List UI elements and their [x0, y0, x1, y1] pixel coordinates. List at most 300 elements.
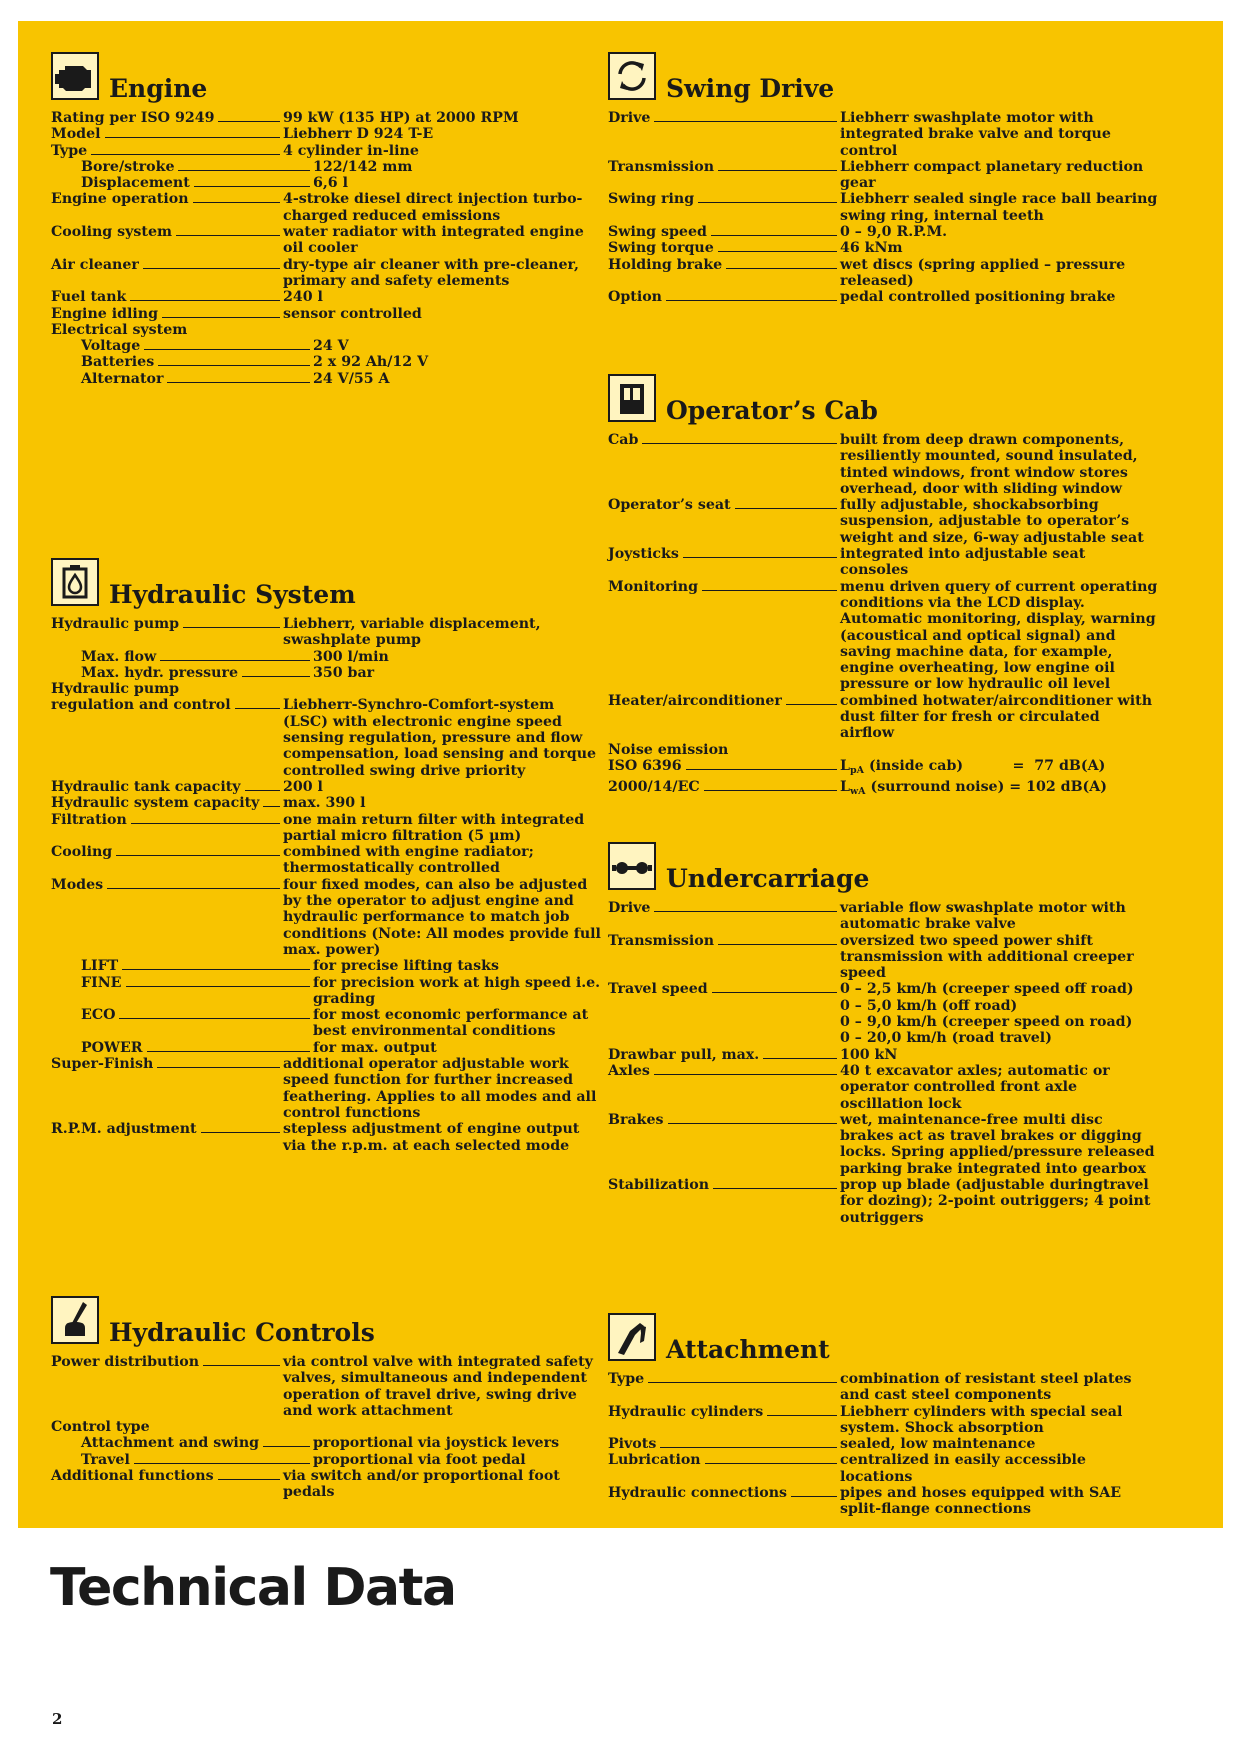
leader-line	[705, 1452, 837, 1464]
spec-label-cell	[51, 1468, 283, 1501]
noise-desc: (inside cab)	[864, 757, 964, 774]
spec-row	[608, 224, 1158, 240]
leader-line	[263, 1435, 310, 1447]
spec-row	[51, 779, 601, 795]
spec-list	[51, 616, 601, 1154]
spec-value: 4-stroke diesel direct injection turbo-charged reduced emissions	[283, 191, 583, 224]
spec-label: Rating per ISO 9249	[51, 110, 215, 126]
spec-label: Lubrication	[608, 1452, 701, 1469]
spec-label: ISO 6396	[608, 757, 682, 774]
spec-value: variable flow swashplate motor with automatic brake valve	[840, 900, 1126, 933]
spec-label: Electrical system	[51, 321, 188, 338]
leader-line	[167, 371, 310, 383]
leader-line	[193, 191, 280, 203]
spec-label-cell	[608, 933, 840, 982]
spec-value: 0 – 5,0 km/h (off road)	[840, 997, 1018, 1014]
spec-label-cell	[608, 546, 840, 579]
leader-line	[263, 795, 280, 807]
spec-value	[283, 322, 601, 338]
leader-line	[107, 877, 280, 889]
spec-value: 0 – 20,0 km/h (road travel)	[840, 1030, 1052, 1047]
noise-subscript: pA	[849, 764, 864, 776]
leader-line	[126, 975, 311, 987]
spec-label-cell	[608, 497, 840, 546]
spec-value: 300 l/min	[313, 648, 389, 665]
spec-label: Noise emission	[608, 741, 729, 758]
spec-value: wet, maintenance-free multi disc brakes act as travel brakes or digging locks. Spring applied/pressure released parking brake integrated into gearbox	[840, 1111, 1155, 1177]
spec-value: sensor controlled	[283, 305, 422, 322]
leader-line	[160, 649, 310, 661]
leader-line	[162, 306, 280, 318]
leader-line	[668, 1112, 837, 1124]
spec-row	[608, 1014, 1158, 1030]
spec-label-cell	[608, 981, 840, 997]
leader-line	[712, 981, 837, 993]
leader-line	[726, 257, 837, 269]
spec-value: four fixed modes, can also be adjusted by the operator to adjust engine and hydraulic performance to match job conditions (Note: All modes provide full max. power)	[283, 876, 601, 958]
cab-icon	[608, 374, 656, 422]
spec-label: Hydraulic tank capacity	[51, 778, 241, 795]
leader-line	[767, 1404, 837, 1416]
spec-value: for precise lifting tasks	[313, 958, 499, 975]
spec-row	[51, 665, 601, 681]
leader-line	[144, 338, 310, 350]
spec-label: Engine idling	[51, 305, 159, 322]
spec-label-cell	[51, 697, 283, 778]
spec-value: via switch and/or proportional foot pedals	[283, 1468, 560, 1501]
leader-line	[791, 1485, 837, 1497]
spec-row	[608, 1177, 1158, 1226]
noise-spacing	[963, 758, 1012, 774]
spec-row	[51, 126, 601, 142]
spec-value: 0 – 2,5 km/h (creeper speed off road)	[840, 981, 1134, 998]
spec-row	[51, 159, 601, 175]
spec-label-cell	[51, 338, 313, 354]
spec-label: Cab	[608, 432, 639, 448]
spec-label: Holding brake	[608, 256, 723, 273]
noise-subscript: wA	[849, 786, 866, 798]
spec-label: Bore/stroke	[81, 158, 175, 175]
spec-value: combined with engine radiator; thermostatically controlled	[283, 844, 534, 877]
spec-value: menu driven query of current operating conditions via the LCD display. Automatic monitoring, display, warning (acoustical and optical signal) and saving machine data, for example, engine overheating, low engine oil pressure or low hydraulic oil level	[840, 578, 1158, 693]
spec-list	[51, 110, 601, 387]
spec-value: for precision work at high speed i.e. grading	[313, 974, 601, 1007]
spec-label-cell	[608, 159, 840, 192]
spec-label-cell	[608, 289, 840, 305]
spec-row	[608, 693, 1158, 742]
noise-emission-list	[608, 758, 1158, 801]
spec-label: Travel	[81, 1451, 130, 1468]
spec-label: Alternator	[81, 370, 164, 387]
hydraulic-controls-section	[51, 1296, 601, 1501]
leader-line	[158, 354, 310, 366]
spec-value: combination of resistant steel plates and cast steel components	[840, 1371, 1132, 1404]
operators-cab-section	[608, 374, 1158, 801]
spec-value	[283, 681, 601, 697]
spec-row	[51, 175, 601, 191]
spec-label: Drawbar pull, max.	[608, 1046, 760, 1063]
spec-label: Joysticks	[608, 546, 679, 563]
rotation-arrows-icon	[608, 52, 656, 100]
spec-row	[608, 1452, 1158, 1485]
spec-row	[51, 1121, 601, 1154]
spec-row	[608, 257, 1158, 290]
spec-row	[51, 616, 601, 649]
section-title: Operator’s Cab	[666, 396, 878, 425]
spec-row	[51, 975, 601, 1008]
section-title: Hydraulic System	[109, 580, 356, 609]
spec-label-cell	[608, 758, 840, 779]
spec-label-cell	[608, 1063, 840, 1112]
spec-label-cell	[51, 616, 283, 649]
spec-label-cell	[608, 224, 840, 240]
spec-label: Stabilization	[608, 1177, 710, 1194]
spec-row	[608, 981, 1158, 997]
spec-label: R.P.M. adjustment	[51, 1121, 197, 1138]
spec-value: additional operator adjustable work speed function for further increased feathering. Applies to all modes and all control functions	[283, 1056, 597, 1121]
spec-row	[608, 191, 1158, 224]
noise-value	[840, 779, 1158, 800]
spec-row	[608, 579, 1158, 693]
spec-row	[608, 1404, 1158, 1437]
spec-value: for max. output	[313, 1039, 437, 1056]
spec-label: Hydraulic cylinders	[608, 1403, 764, 1420]
leader-line	[718, 159, 837, 171]
spec-value: 100 kN	[840, 1046, 898, 1063]
leader-line	[105, 126, 280, 138]
leader-line	[718, 933, 837, 945]
noise-row	[608, 758, 1158, 779]
spec-value: 6,6 l	[313, 175, 349, 192]
page-title: Technical Data	[50, 1558, 456, 1618]
spec-label: Cooling system	[51, 224, 172, 241]
spec-label: Power distribution	[51, 1354, 200, 1370]
noise-symbol: L	[840, 779, 850, 796]
spec-label: Engine operation	[51, 191, 189, 208]
leader-line	[147, 1040, 310, 1052]
spec-row	[608, 1047, 1158, 1063]
spec-label: Monitoring	[608, 578, 698, 595]
spec-label: regulation and control	[51, 697, 231, 714]
spec-row	[51, 289, 601, 305]
noise-value	[840, 758, 1158, 779]
spec-label-cell	[608, 693, 840, 742]
leader-line	[218, 1468, 280, 1480]
spec-label-cell	[51, 257, 283, 290]
spec-label-cell	[608, 742, 840, 758]
leader-line	[660, 1436, 837, 1448]
spec-label-cell	[608, 1404, 840, 1437]
leader-line	[143, 257, 280, 269]
leader-line	[203, 1354, 280, 1366]
spec-label-cell	[608, 900, 840, 933]
spec-value: integrated into adjustable seat consoles	[840, 546, 1086, 579]
spec-row	[608, 1371, 1158, 1404]
spec-label-cell	[51, 289, 283, 305]
spec-label-cell	[51, 191, 283, 224]
spec-value: Liebherr-Synchro-Comfort-system (LSC) with electronic engine speed sensing regulation, pressure and flow compensation, load sensing and torque controlled swing drive priority	[283, 697, 597, 779]
spec-label: Air cleaner	[51, 256, 139, 273]
spec-row	[51, 649, 601, 665]
spec-label: 2000/14/EC	[608, 779, 700, 796]
spec-value: built from deep drawn components, resiliently mounted, sound insulated, tinted windows, front window stores overhead, door with sliding window	[840, 432, 1138, 497]
leader-line	[134, 1452, 310, 1464]
spec-label: Max. flow	[81, 648, 157, 665]
spec-label: Brakes	[608, 1111, 664, 1128]
spec-label-cell	[51, 1452, 313, 1468]
spec-row	[608, 159, 1158, 192]
spec-row	[51, 844, 601, 877]
spec-value: Liebherr, variable displacement, swashplate pump	[283, 616, 541, 649]
joystick-icon	[51, 1296, 99, 1344]
leader-line	[130, 289, 280, 301]
spec-row	[51, 1354, 601, 1419]
spec-value	[840, 742, 1158, 758]
spec-label: Model	[51, 126, 101, 143]
spec-value: pedal controlled positioning brake	[840, 289, 1116, 306]
spec-label: Transmission	[608, 932, 715, 949]
section-title: Engine	[109, 74, 208, 103]
spec-value: 24 V	[313, 338, 349, 355]
spec-label: POWER	[81, 1039, 143, 1056]
leader-line	[786, 693, 837, 705]
spec-label-cell	[51, 322, 283, 338]
spec-label: Drive	[608, 900, 651, 916]
spec-list	[608, 432, 1158, 758]
spec-row	[51, 1040, 601, 1056]
leader-line	[201, 1121, 280, 1133]
spec-row	[51, 371, 601, 387]
spec-value: 46 kNm	[840, 240, 903, 257]
leader-line	[157, 1056, 280, 1068]
spec-label: LIFT	[81, 958, 119, 975]
spec-value: one main return filter with integrated partial micro filtration (5 µm)	[283, 811, 585, 844]
spec-label-cell	[51, 1121, 283, 1154]
spec-label-cell	[608, 1030, 840, 1046]
spec-label: Swing speed	[608, 224, 707, 241]
spec-row	[51, 354, 601, 370]
section-title: Swing Drive	[666, 74, 835, 103]
spec-label-cell	[51, 958, 313, 974]
leader-line	[654, 900, 837, 912]
leader-line	[686, 758, 837, 770]
spec-row	[608, 1485, 1158, 1518]
spec-label-cell	[51, 1354, 283, 1419]
leader-line	[718, 240, 837, 252]
spec-label-cell	[51, 354, 313, 370]
spec-value: Liebherr cylinders with special seal system. Shock absorption	[840, 1403, 1123, 1436]
spec-label: Batteries	[81, 354, 155, 371]
spec-label: FINE	[81, 974, 122, 991]
spec-row	[51, 338, 601, 354]
spec-list	[51, 1354, 601, 1501]
spec-row	[51, 306, 601, 322]
axle-icon	[608, 842, 656, 890]
leader-line	[242, 665, 310, 677]
spec-label: Travel speed	[608, 981, 708, 998]
spec-label-cell	[51, 665, 313, 681]
spec-label: Displacement	[81, 175, 190, 192]
noise-desc: (surround noise)	[865, 779, 1005, 796]
spec-label: Control type	[51, 1419, 150, 1436]
spec-value: via control valve with integrated safety valves, simultaneous and independent operation of travel drive, swing drive and work attachment	[283, 1354, 593, 1419]
spec-value: max. 390 l	[283, 795, 366, 812]
spec-value	[283, 1419, 601, 1435]
spec-row	[608, 900, 1158, 933]
leader-line	[178, 159, 310, 171]
spec-row	[51, 224, 601, 257]
spec-label-cell	[51, 1056, 283, 1121]
spec-row	[608, 1063, 1158, 1112]
spec-row	[51, 877, 601, 958]
spec-label-cell	[51, 812, 283, 845]
spec-row	[608, 998, 1158, 1014]
spec-label-cell	[51, 143, 283, 159]
spec-label: Voltage	[81, 338, 141, 355]
spec-label-cell	[51, 224, 283, 257]
spec-value: 40 t excavator axles; automatic or operator controlled front axle oscillation lock	[840, 1062, 1110, 1112]
noise-result: = 102 dB(A)	[1009, 779, 1107, 796]
engine-section	[51, 52, 601, 387]
leader-line	[245, 779, 280, 791]
spec-label: ECO	[81, 1007, 116, 1024]
spec-label-cell	[51, 1435, 313, 1451]
leader-line	[235, 697, 280, 709]
spec-row	[51, 681, 601, 697]
spec-label: Transmission	[608, 158, 715, 175]
engine-icon	[51, 52, 99, 100]
spec-row	[608, 110, 1158, 159]
spec-label-cell	[51, 306, 283, 322]
leader-line	[702, 579, 837, 591]
spec-row	[51, 257, 601, 290]
spec-row	[51, 1056, 601, 1121]
page-number: 2	[52, 1710, 63, 1728]
leader-line	[735, 497, 837, 509]
spec-row	[51, 812, 601, 845]
spec-label-cell	[51, 371, 313, 387]
spec-label: Modes	[51, 876, 104, 893]
spec-value: 200 l	[283, 778, 323, 795]
hydraulic-tank-icon	[51, 558, 99, 606]
spec-row	[51, 1435, 601, 1451]
spec-row	[608, 1030, 1158, 1046]
spec-value: sealed, low maintenance	[840, 1436, 1036, 1453]
spec-row	[608, 1436, 1158, 1452]
spec-row	[608, 742, 1158, 758]
leader-line	[711, 224, 837, 236]
spec-value: Liebherr compact planetary reduction gear	[840, 158, 1144, 192]
spec-label-cell	[608, 240, 840, 256]
spec-label-cell	[608, 1452, 840, 1485]
spec-row	[51, 1419, 601, 1435]
spec-row	[51, 143, 601, 159]
spec-label-cell	[608, 1047, 840, 1063]
spec-label-cell	[51, 1419, 283, 1435]
spec-label-cell	[51, 975, 313, 1008]
undercarriage-section	[608, 842, 1158, 1226]
spec-label-cell	[51, 844, 283, 877]
spec-value: for most economic performance at best environmental conditions	[313, 1007, 589, 1040]
spec-row	[608, 497, 1158, 546]
spec-label: Operator’s seat	[608, 497, 731, 514]
leader-line	[713, 1177, 837, 1189]
spec-label-cell	[608, 1014, 840, 1030]
spec-label: Hydraulic pump	[51, 681, 180, 698]
spec-value: proportional via foot pedal	[313, 1451, 526, 1468]
spec-label-cell	[51, 1040, 313, 1056]
spec-label-cell	[608, 191, 840, 224]
spec-value: 99 kW (135 HP) at 2000 RPM	[283, 110, 519, 126]
leader-line	[648, 1371, 837, 1383]
leader-line	[183, 616, 280, 628]
leader-line	[704, 779, 837, 791]
spec-label-cell	[51, 175, 313, 191]
spec-value: wet discs (spring applied – pressure released)	[840, 256, 1126, 289]
leader-line	[642, 432, 837, 444]
spec-label-cell	[51, 110, 283, 126]
spec-value: 24 V/55 A	[313, 370, 390, 387]
spec-value: water radiator with integrated engine oil cooler	[283, 224, 584, 257]
spec-label: Super-Finish	[51, 1056, 154, 1073]
spec-label: Filtration	[51, 811, 127, 828]
spec-value: proportional via joystick levers	[313, 1435, 560, 1452]
spec-label: Cooling	[51, 844, 113, 861]
spec-value: pipes and hoses equipped with SAE split-flange connections	[840, 1485, 1122, 1518]
spec-label-cell	[51, 159, 313, 175]
spec-label-cell	[608, 1177, 840, 1226]
spec-list	[608, 110, 1158, 306]
spec-label: Option	[608, 289, 662, 306]
spec-label: Type	[608, 1371, 645, 1387]
spec-row	[51, 697, 601, 778]
spec-label: Fuel tank	[51, 289, 127, 306]
spec-row	[608, 1112, 1158, 1177]
spec-row	[608, 933, 1158, 982]
leader-line	[683, 546, 837, 558]
spec-label-cell	[51, 1007, 313, 1040]
spec-label-cell	[51, 681, 283, 697]
spec-label: Axles	[608, 1062, 650, 1079]
leader-line	[91, 143, 280, 155]
leader-line	[176, 224, 280, 236]
leader-line	[194, 175, 310, 187]
spec-label-cell	[51, 795, 283, 811]
spec-value: 350 bar	[313, 664, 375, 681]
noise-row	[608, 779, 1158, 800]
spec-value: Liebherr swashplate motor with integrated brake valve and torque control	[840, 110, 1111, 159]
leader-line	[698, 191, 837, 203]
excavator-arm-icon	[608, 1313, 656, 1361]
leader-line	[119, 1007, 310, 1019]
spec-list	[608, 1371, 1158, 1518]
spec-label-cell	[608, 1485, 840, 1518]
spec-label: Swing torque	[608, 240, 714, 257]
spec-label-cell	[51, 649, 313, 665]
spec-value: 4 cylinder in-line	[283, 142, 419, 159]
spec-label-cell	[608, 110, 840, 159]
spec-row	[51, 1452, 601, 1468]
spec-row	[608, 432, 1158, 497]
spec-label-cell	[608, 1112, 840, 1177]
spec-label: Heater/airconditioner	[608, 692, 782, 709]
spec-label: Type	[51, 142, 88, 159]
spec-value: prop up blade (adjustable duringtravel for dozing); 2-point outriggers; 4 point outriggers	[840, 1177, 1151, 1226]
noise-symbol: L	[840, 757, 850, 774]
hydraulic-system-section	[51, 558, 601, 1154]
spec-list	[608, 900, 1158, 1226]
spec-label-cell	[51, 779, 283, 795]
